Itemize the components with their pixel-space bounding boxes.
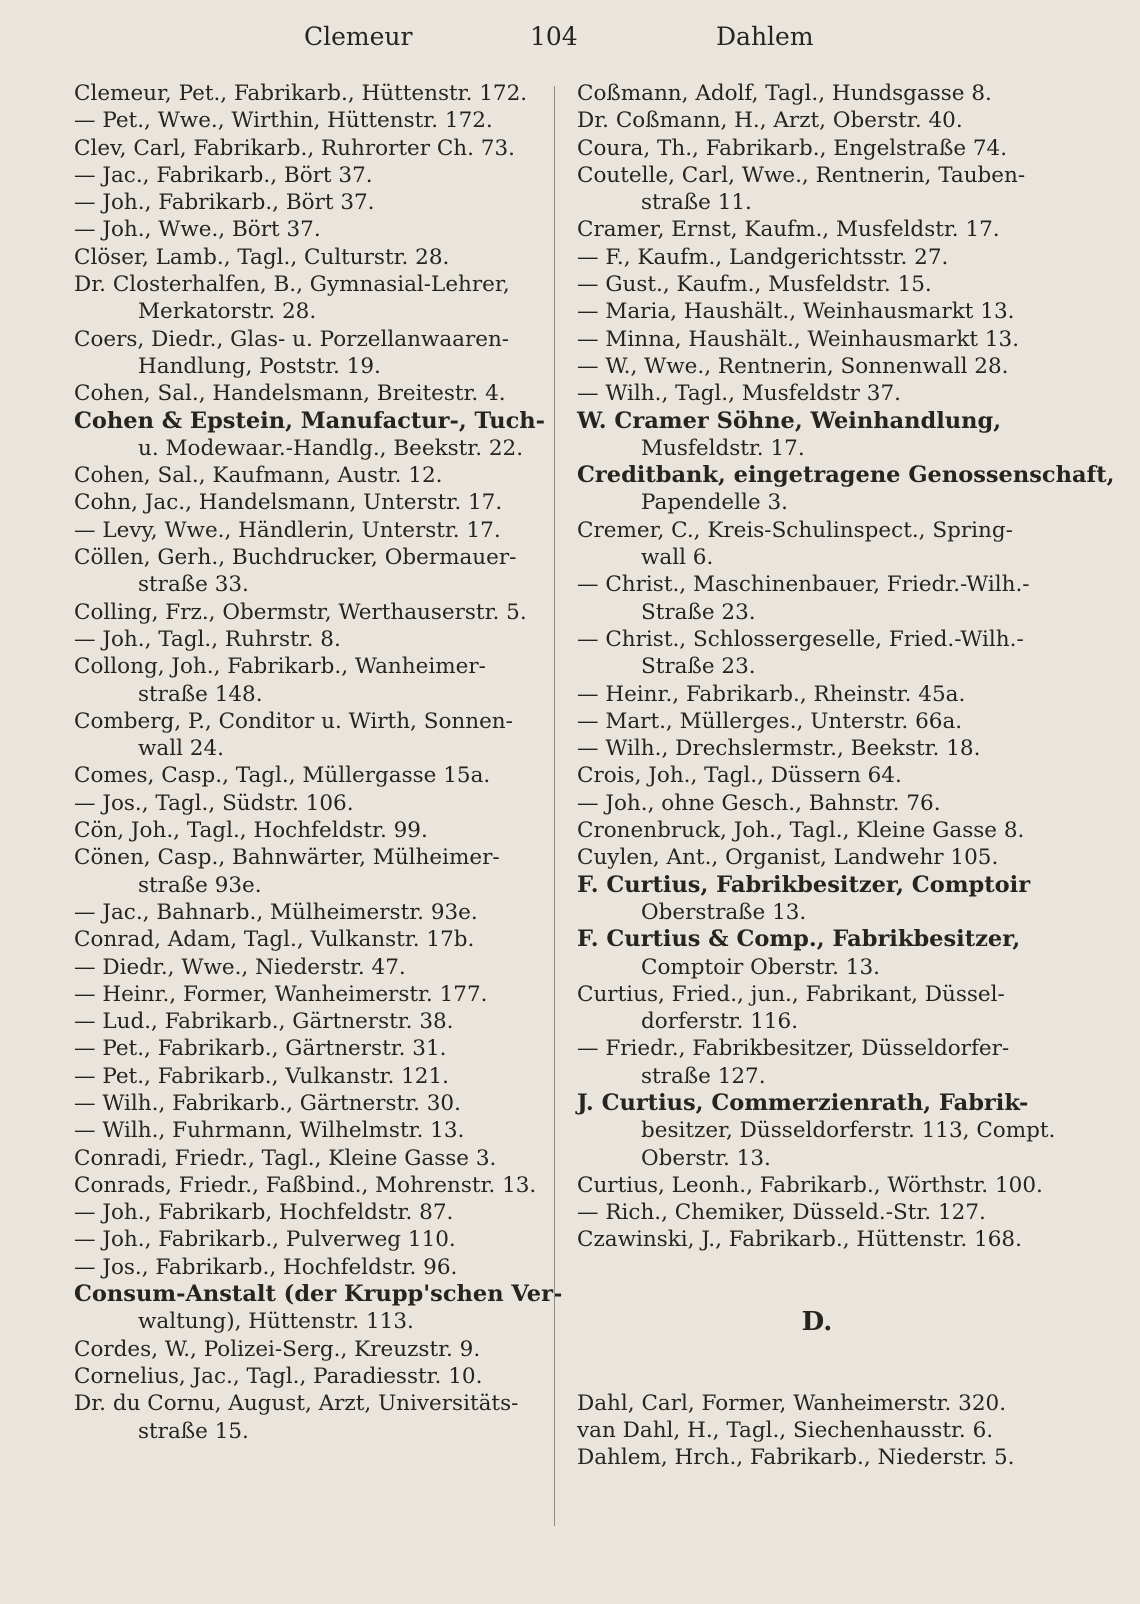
directory-line: straße 11. — [641, 190, 752, 216]
directory-line: — Jos., Tagl., Südstr. 106. — [74, 790, 354, 816]
directory-line: besitzer, Düsseldorferstr. 113, Compt. — [641, 1118, 1056, 1144]
directory-line: Cön, Joh., Tagl., Hochfeldstr. 99. — [74, 818, 428, 844]
column-divider — [554, 86, 555, 1526]
directory-line: Cornelius, Jac., Tagl., Paradiesstr. 10. — [74, 1363, 483, 1389]
left-column — [74, 80, 563, 1445]
directory-line: wall 6. — [641, 545, 714, 571]
directory-line: Coutelle, Carl, Wwe., Rentnerin, Tauben- — [577, 162, 1026, 188]
directory-line: — Pet., Wwe., Wirthin, Hüttenstr. 172. — [74, 108, 493, 134]
directory-line: Conrad, Adam, Tagl., Vulkanstr. 17b. — [74, 927, 475, 953]
directory-line: — Heinr., Fabrikarb., Rheinstr. 45a. — [577, 681, 966, 707]
directory-line: — Jac., Bahnarb., Mülheimerstr. 93e. — [74, 899, 478, 925]
directory-line: Clöser, Lamb., Tagl., Culturstr. 28. — [74, 244, 450, 270]
directory-line: Curtius, Leonh., Fabrikarb., Wörthstr. 100. — [577, 1172, 1043, 1198]
directory-line: — Wilh., Tagl., Musfeldstr 37. — [577, 381, 901, 407]
directory-line: Straße 23. — [641, 599, 756, 625]
directory-line: F. Curtius & Comp., Fabrikbesitzer, — [577, 926, 1021, 953]
directory-line: Conradi, Friedr., Tagl., Kleine Gasse 3. — [74, 1145, 497, 1171]
directory-line: W. Cramer Söhne, Weinhandlung, — [577, 407, 1002, 434]
directory-line: Cohen & Epstein, Manufactur-, Tuch- — [74, 407, 545, 434]
directory-line: Comberg, P., Conditor u. Wirth, Sonnen- — [74, 708, 513, 734]
directory-line: — Wilh., Drechslermstr., Beekstr. 18. — [577, 736, 981, 762]
directory-line: Clev, Carl, Fabrikarb., Ruhrorter Ch. 73. — [74, 135, 516, 161]
directory-line: Merkatorstr. 28. — [138, 299, 317, 325]
directory-line: — Joh., Fabrikarb., Bört 37. — [74, 190, 375, 216]
directory-line: Cordes, W., Polizei-Serg., Kreuzstr. 9. — [74, 1336, 481, 1362]
directory-line: F. Curtius, Fabrikbesitzer, Comptoir — [577, 871, 1031, 898]
directory-line: Comptoir Oberstr. 13. — [641, 954, 880, 980]
directory-line: Oberstraße 13. — [641, 899, 807, 925]
directory-line: Cöllen, Gerh., Buchdrucker, Obermauer- — [74, 545, 517, 571]
directory-line: Cramer, Ernst, Kaufm., Musfeldstr. 17. — [577, 217, 1000, 243]
right-column — [577, 80, 1115, 1472]
directory-line: Consum-Anstalt (der Krupp'schen Ver- — [74, 1281, 563, 1308]
directory-line: — Jos., Fabrikarb., Hochfeldstr. 96. — [74, 1254, 458, 1280]
directory-line: — Minna, Haushält., Weinhausmarkt 13. — [577, 326, 1020, 352]
header-right-keyword: Dahlem — [716, 22, 814, 51]
directory-line: Dr. Closterhalfen, B., Gymnasial-Lehrer, — [74, 272, 510, 298]
section-heading: D. — [801, 1306, 833, 1337]
directory-line: — Pet., Fabrikarb., Gärtnerstr. 31. — [74, 1036, 447, 1062]
directory-line: — Jac., Fabrikarb., Bört 37. — [74, 162, 373, 188]
directory-line: — Pet., Fabrikarb., Vulkanstr. 121. — [74, 1063, 449, 1089]
directory-line: Coers, Diedr., Glas- u. Porzellanwaaren- — [74, 326, 510, 352]
directory-line: — Joh., Fabrikarb, Hochfeldstr. 87. — [74, 1200, 454, 1226]
directory-line: dorferstr. 116. — [641, 1009, 799, 1035]
directory-line: — Rich., Chemiker, Düsseld.-Str. 127. — [577, 1200, 986, 1226]
directory-line: Crois, Joh., Tagl., Düssern 64. — [577, 763, 902, 789]
directory-line: Cronenbruck, Joh., Tagl., Kleine Gasse 8. — [577, 818, 1025, 844]
spacer — [577, 1254, 1057, 1292]
directory-line: — Maria, Haushält., Weinhausmarkt 13. — [577, 299, 1015, 325]
directory-line: straße 33. — [138, 572, 249, 598]
spacer — [577, 1352, 1057, 1390]
directory-line: Cönen, Casp., Bahnwärter, Mülheimer- — [74, 845, 500, 871]
directory-line: — Wilh., Fabrikarb., Gärtnerstr. 30. — [74, 1090, 461, 1116]
directory-line: Papendelle 3. — [641, 490, 788, 516]
directory-line: straße 127. — [641, 1063, 766, 1089]
directory-line: Clemeur, Pet., Fabrikarb., Hüttenstr. 172. — [74, 81, 528, 106]
directory-line: — Wilh., Fuhrmann, Wilhelmstr. 13. — [74, 1118, 465, 1144]
directory-line: Cohn, Jac., Handelsmann, Unterstr. 17. — [74, 490, 503, 516]
directory-line: — Joh., ohne Gesch., Bahnstr. 76. — [577, 790, 941, 816]
directory-line: Comes, Casp., Tagl., Müllergasse 15a. — [74, 763, 491, 789]
header-left-keyword: Clemeur — [304, 22, 413, 51]
directory-line: Cohen, Sal., Handelsmann, Breitestr. 4. — [74, 381, 506, 407]
directory-line: Dahlem, Hrch., Fabrikarb., Niederstr. 5. — [577, 1445, 1015, 1471]
directory-line: Cohen, Sal., Kaufmann, Austr. 12. — [74, 463, 443, 489]
directory-line: van Dahl, H., Tagl., Siechenhausstr. 6. — [577, 1418, 994, 1444]
directory-line: — Joh., Fabrikarb., Pulverweg 110. — [74, 1227, 456, 1253]
directory-line: — Gust., Kaufm., Musfeldstr. 15. — [577, 272, 932, 298]
directory-line: Coura, Th., Fabrikarb., Engelstraße 74. — [577, 135, 1008, 161]
directory-line: Colling, Frz., Obermstr, Werthauserstr. 5. — [74, 599, 527, 625]
directory-line: Dr. du Cornu, August, Arzt, Universitäts- — [74, 1391, 519, 1417]
directory-line: — Joh., Wwe., Bört 37. — [74, 217, 321, 243]
directory-line: Dr. Coßmann, H., Arzt, Oberstr. 40. — [577, 108, 963, 134]
directory-line: straße 148. — [138, 681, 263, 707]
directory-line: straße 15. — [138, 1418, 249, 1444]
directory-line: Handlung, Poststr. 19. — [138, 353, 381, 379]
directory-line: Musfeldstr. 17. — [641, 435, 805, 461]
directory-line: Curtius, Fried., jun., Fabrikant, Düssel- — [577, 981, 1005, 1007]
directory-line: — Christ., Maschinenbauer, Friedr.-Wilh.- — [577, 572, 1030, 598]
directory-line: — Christ., Schlossergeselle, Fried.-Wilh.- — [577, 626, 1024, 652]
directory-line: Cuylen, Ant., Organist, Landwehr 105. — [577, 845, 999, 871]
page-header — [0, 14, 1140, 64]
directory-line: — W., Wwe., Rentnerin, Sonnenwall 28. — [577, 353, 1009, 379]
directory-line: Creditbank, eingetragene Genossenschaft, — [577, 462, 1115, 489]
directory-line: Czawinski, J., Fabrikarb., Hüttenstr. 168. — [577, 1227, 1022, 1253]
directory-line: — Friedr., Fabrikbesitzer, Düsseldorfer- — [577, 1036, 1010, 1062]
directory-line: u. Modewaar.-Handlg., Beekstr. 22. — [138, 435, 524, 461]
directory-line: Dahl, Carl, Former, Wanheimerstr. 320. — [577, 1390, 1007, 1416]
page-number: 104 — [530, 22, 578, 51]
directory-line: — Diedr., Wwe., Niederstr. 47. — [74, 954, 406, 980]
directory-line: wall 24. — [138, 736, 224, 762]
directory-line: — Joh., Tagl., Ruhrstr. 8. — [74, 626, 341, 652]
directory-line: — Heinr., Former, Wanheimerstr. 177. — [74, 981, 488, 1007]
directory-line: — Levy, Wwe., Händlerin, Unterstr. 17. — [74, 517, 501, 543]
directory-line: — F., Kaufm., Landgerichtsstr. 27. — [577, 244, 949, 270]
directory-line: Conrads, Friedr., Faßbind., Mohrenstr. 13. — [74, 1172, 537, 1198]
directory-line: waltung), Hüttenstr. 113. — [138, 1309, 414, 1335]
directory-line: Collong, Joh., Fabrikarb., Wanheimer- — [74, 654, 486, 680]
directory-line: Straße 23. — [641, 654, 756, 680]
directory-line: straße 93e. — [138, 872, 262, 898]
directory-line: — Mart., Müllerges., Unterstr. 66a. — [577, 708, 963, 734]
directory-line: — Lud., Fabrikarb., Gärtnerstr. 38. — [74, 1009, 454, 1035]
directory-line: J. Curtius, Commerzienrath, Fabrik- — [577, 1089, 1029, 1116]
directory-line: Oberstr. 13. — [641, 1145, 771, 1171]
directory-line: Cremer, C., Kreis-Schulinspect., Spring- — [577, 517, 1013, 543]
directory-line: Coßmann, Adolf, Tagl., Hundsgasse 8. — [577, 81, 992, 106]
